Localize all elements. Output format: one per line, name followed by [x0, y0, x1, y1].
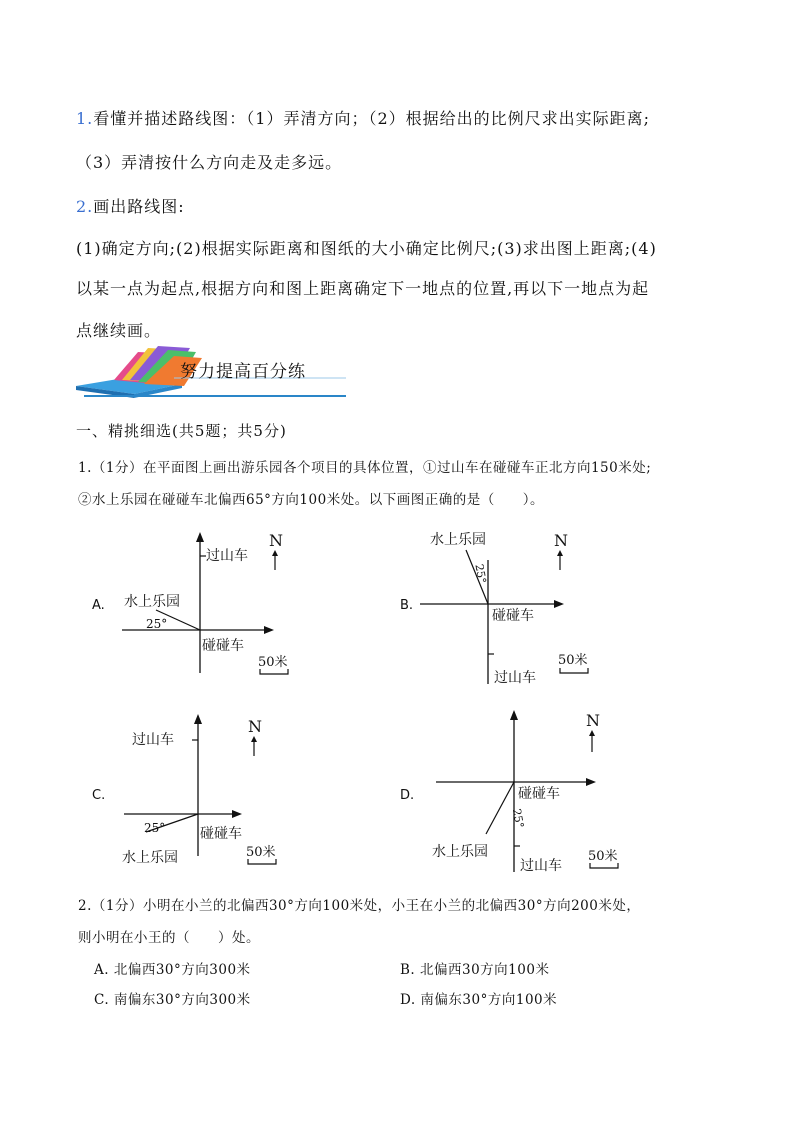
- q1-line-1: 1.（1分）在平面图上画出游乐园各个项目的具体位置，①过山车在碰碰车正北方向150米处;: [78, 460, 652, 476]
- option-b-coaster-text: 过山车: [494, 670, 536, 686]
- q2-line-2: 则小明在小王的（ ）处。: [78, 930, 260, 946]
- intro-line-2: （3）弄清按什么方向走及走多远。: [76, 153, 343, 172]
- option-b-scale-text: 50米: [558, 653, 588, 668]
- option-c-water-text: 水上乐园: [122, 850, 178, 866]
- option-b-bumper-text: 碰碰车: [492, 608, 534, 624]
- intro-line-5: 以某一点为起点,根据方向和图上距离确定下一地点的位置,再以下一地点为起: [76, 279, 650, 298]
- option-d-coaster-text: 过山车: [520, 858, 562, 874]
- option-c-coaster-text: 过山车: [132, 732, 174, 748]
- q2-choice-a[interactable]: A. 北偏西30°方向300米: [94, 962, 251, 978]
- option-b-label[interactable]: B.: [400, 598, 414, 613]
- q2-choice-b[interactable]: B. 北偏西30方向100米: [400, 962, 550, 978]
- option-a-label[interactable]: A.: [92, 598, 105, 613]
- option-d-angle-text: 25°: [509, 807, 527, 830]
- q2-line-1: 2.（1分）小明在小兰的北偏西30°方向100米处，小王在小兰的北偏西30°方向200米处，: [78, 898, 641, 914]
- option-c-bumper-text: 碰碰车: [200, 826, 242, 842]
- intro-number-2: 2.: [76, 197, 94, 216]
- option-a-coaster-text: 过山车: [206, 548, 248, 564]
- option-b-angle-text: 25°: [472, 563, 489, 585]
- option-c-scale-text: 50米: [246, 845, 276, 860]
- option-b-diagram[interactable]: [414, 524, 614, 690]
- intro-number-1: 1.: [76, 109, 94, 128]
- option-c-label[interactable]: C.: [92, 788, 106, 803]
- option-d-bumper-text: 碰碰车: [518, 786, 560, 802]
- banner-title: 努力提高百分练: [180, 362, 306, 382]
- option-d-north-text: N: [586, 711, 600, 730]
- option-a-angle-text: 25°: [146, 617, 168, 631]
- option-c-diagram[interactable]: [110, 710, 310, 870]
- option-a-north-text: N: [269, 531, 283, 550]
- option-d-scale-text: 50米: [588, 849, 618, 864]
- q2-choice-c[interactable]: C. 南偏东30°方向300米: [94, 992, 251, 1008]
- option-a-diagram[interactable]: [110, 528, 310, 688]
- option-d-water-text: 水上乐园: [432, 844, 488, 860]
- intro-line-3: [76, 194, 185, 217]
- intro-text-2-title: 画出路线图:: [93, 197, 185, 216]
- option-a-water-text: 水上乐园: [124, 594, 180, 610]
- q2-choice-d[interactable]: D. 南偏东30°方向100米: [400, 992, 558, 1008]
- section-heading: 一、精挑细选(共5题；共5分): [76, 422, 287, 440]
- intro-line-1: [76, 106, 650, 129]
- intro-line-6: 点继续画。: [76, 321, 162, 340]
- q1-line-2: ②水上乐园在碰碰车北偏西65°方向100米处。以下画图正确的是（ ）。: [78, 492, 544, 508]
- option-b-water-text: 水上乐园: [430, 532, 486, 548]
- option-a-bumper-text: 碰碰车: [202, 638, 244, 654]
- option-d-diagram[interactable]: [424, 706, 624, 878]
- option-d-label[interactable]: D.: [400, 788, 415, 803]
- intro-line-4: (1)确定方向;(2)根据实际距离和图纸的大小确定比例尺;(3)求出图上距离;(4): [76, 239, 657, 258]
- option-a-scale-text: 50米: [258, 655, 288, 670]
- option-b-scale-bar: [560, 668, 588, 673]
- intro-text-1a: 看懂并描述路线图：（1）弄清方向；（2）根据给出的比例尺求出实际距离;: [93, 109, 651, 128]
- option-c-north-text: N: [248, 717, 262, 736]
- option-b-north-text: N: [554, 531, 568, 550]
- option-c-angle-text: 25°: [144, 821, 166, 835]
